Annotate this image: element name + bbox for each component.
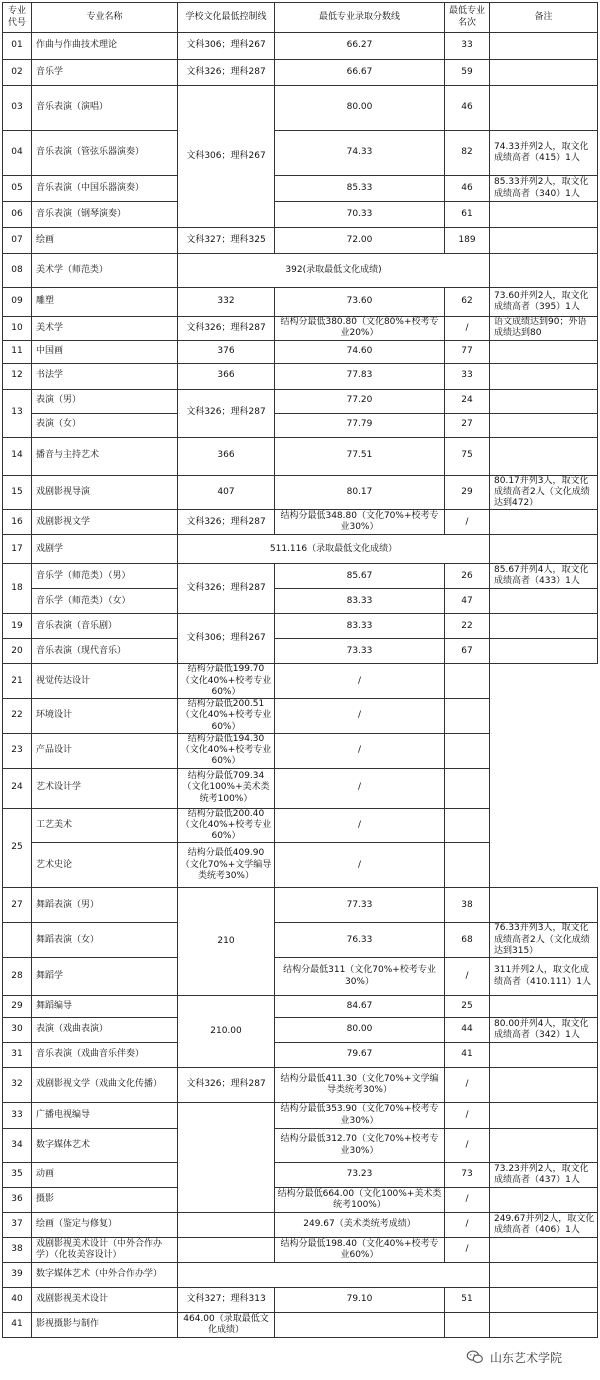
note-cell (490, 33, 598, 60)
major-code-cell: 38 (3, 1238, 32, 1263)
note-cell: 74.33并列2人，取文化成绩高者（415）1人 (490, 131, 598, 176)
major-name-cell: 雕塑 (32, 288, 178, 317)
major-name-cell: 音乐表演（管弦乐器演奏） (32, 131, 178, 176)
control-line-cell: 文科327；理科313 (178, 1288, 275, 1313)
major-name-cell: 戏剧影视导演 (32, 475, 178, 510)
major-code-cell: 32 (3, 1068, 32, 1103)
min-score-cell: 249.67（美术类统考成绩） (275, 1213, 445, 1238)
note-cell: 语文成绩达到90；外语成绩达到80 (490, 317, 598, 341)
min-score-cell: 85.33 (275, 176, 445, 202)
min-rank-cell: 46 (445, 176, 490, 202)
note-cell (445, 808, 490, 843)
min-rank-cell: / (275, 733, 445, 768)
min-score-cell: 79.67 (275, 1043, 445, 1068)
note-cell (490, 639, 598, 664)
table-row (3, 614, 598, 639)
major-code-cell: 29 (3, 996, 32, 1018)
min-rank-cell: / (275, 699, 445, 734)
major-code-cell: 06 (3, 202, 32, 228)
note-cell: 80.00并列4人，取文化成绩高者（342）1人 (490, 1018, 598, 1043)
major-code-cell: 31 (3, 1043, 32, 1068)
min-score-cell: 77.79 (275, 413, 445, 437)
min-score-cell: 74.60 (275, 340, 445, 363)
min-score-cell: 80.17 (275, 475, 445, 510)
major-name-cell: 动画 (32, 1163, 178, 1188)
admission-score-table (2, 2, 598, 1338)
major-name-cell: 美术学（师范类） (32, 254, 178, 288)
table-row (3, 202, 598, 228)
min-rank-cell: 62 (445, 288, 490, 317)
min-rank-cell: 82 (445, 131, 490, 176)
major-name-cell: 音乐学 (32, 60, 178, 86)
note-cell (490, 589, 598, 614)
control-line-cell: 文科306；理科267 (178, 614, 275, 664)
note-cell (490, 510, 598, 535)
note-cell (490, 60, 598, 86)
merged-cutoff-cell: 392(录取最低文化成绩) (178, 254, 490, 288)
major-name-cell: 表演（女） (32, 413, 178, 437)
note-cell (490, 1103, 598, 1129)
table-row (3, 131, 598, 176)
major-code-cell: 24 (3, 768, 32, 808)
table-row (3, 254, 598, 288)
control-line-cell: 464.00（录取最低文化成绩） (178, 1313, 275, 1338)
min-score-cell: 结构分最低200.51（文化40%+校考专业60%） (178, 699, 275, 734)
major-code-cell: 19 (3, 614, 32, 639)
table-row (3, 1313, 598, 1338)
table-row (3, 176, 598, 202)
table-row (3, 288, 598, 317)
major-code-cell: 18 (3, 564, 32, 614)
major-code-cell: 20 (3, 639, 32, 664)
table-row (3, 589, 598, 614)
control-line-cell: 210.00 (178, 996, 275, 1068)
table-row (3, 535, 598, 564)
note-cell (445, 768, 490, 808)
watermark (466, 1346, 596, 1368)
major-name-cell: 音乐表演（演唱） (32, 86, 178, 131)
major-name-cell: 音乐学（师范类）（男） (32, 564, 178, 589)
min-rank-cell: / (445, 1238, 490, 1263)
note-cell (490, 389, 598, 413)
min-score-cell: 83.33 (275, 614, 445, 639)
min-score-cell: 73.60 (275, 288, 445, 317)
min-score-cell: 80.00 (275, 1018, 445, 1043)
min-rank-cell: 189 (445, 228, 490, 254)
table-row (3, 996, 598, 1018)
merged-cutoff-cell (178, 1263, 490, 1288)
major-name-cell: 音乐表演（音乐剧） (32, 614, 178, 639)
table-row (3, 733, 598, 768)
note-cell (490, 1068, 598, 1103)
min-score-cell: 66.67 (275, 60, 445, 86)
note-cell (445, 664, 490, 699)
note-cell (490, 1129, 598, 1163)
min-score-cell: 结构分最低664.00（文化100%+美术类统考100%） (275, 1188, 445, 1213)
major-code-cell: 13 (3, 389, 32, 437)
control-line-cell: 文科306；理科267 (178, 33, 275, 60)
min-score-cell: 77.83 (275, 363, 445, 389)
note-cell (490, 1263, 598, 1288)
major-name-cell: 戏剧影视美术设计（中外合作办学）（化妆美容设计） (32, 1238, 178, 1263)
note-cell: 80.17并列3人，取文化成绩高者2人（文化成绩达到472） (490, 475, 598, 510)
min-rank-cell: 77 (445, 340, 490, 363)
note-cell (445, 699, 490, 734)
note-cell (490, 363, 598, 389)
table-row (3, 888, 598, 923)
control-line-cell: 文科326；理科287 (178, 317, 275, 341)
min-score-cell: 结构分最低348.80（文化70%+校考专业30%） (275, 510, 445, 535)
major-name-cell: 音乐表演（钢琴演奏） (32, 202, 178, 228)
major-name-cell: 工艺美术 (32, 808, 178, 843)
major-code-cell: 33 (3, 1103, 32, 1129)
min-rank-cell: 73 (445, 1163, 490, 1188)
table-row (3, 1103, 598, 1129)
major-code-cell: 22 (3, 699, 32, 734)
control-line-cell: 366 (178, 437, 275, 475)
table-row (3, 475, 598, 510)
major-code-cell: 21 (3, 664, 32, 699)
min-score-cell: 85.67 (275, 564, 445, 589)
note-cell: 85.33并列2人，取文化成绩高者（340）1人 (490, 176, 598, 202)
table-row (3, 1263, 598, 1288)
major-code-cell: 27 (3, 888, 32, 923)
major-code-cell: 28 (3, 958, 32, 996)
control-line-cell: 文科326；理科287 (178, 389, 275, 437)
major-name-cell: 音乐表演（戏曲音乐伴奏） (32, 1043, 178, 1068)
table-row (3, 1018, 598, 1043)
major-name-cell: 摄影 (32, 1188, 178, 1213)
min-score-cell: 66.27 (275, 33, 445, 60)
major-name-cell: 绘画 (32, 228, 178, 254)
min-rank-cell: 29 (445, 475, 490, 510)
min-score-cell: 73.23 (275, 1163, 445, 1188)
major-code-cell: 02 (3, 60, 32, 86)
min-score-cell: 77.51 (275, 437, 445, 475)
min-rank-cell: 41 (445, 1043, 490, 1068)
major-code-cell: 03 (3, 86, 32, 131)
table-row (3, 1288, 598, 1313)
min-rank-cell: / (275, 808, 445, 843)
min-score-cell: 72.00 (275, 228, 445, 254)
min-rank-cell: 59 (445, 60, 490, 86)
header-row (3, 3, 598, 33)
major-name-cell: 音乐学（师范类）（女） (32, 589, 178, 614)
min-rank-cell: / (445, 958, 490, 996)
major-name-cell: 表演（戏曲表演） (32, 1018, 178, 1043)
min-score-cell: 76.33 (275, 923, 445, 958)
note-cell (445, 733, 490, 768)
min-rank-cell: 33 (445, 33, 490, 60)
min-rank-cell: 51 (445, 1288, 490, 1313)
control-line-cell: 文科306；理科267 (178, 86, 275, 228)
min-score-cell: 结构分最低198.40（文化40%+校考专业60%） (275, 1238, 445, 1263)
note-cell (490, 228, 598, 254)
min-score-cell: 结构分最低199.70（文化40%+校考专业60%） (178, 664, 275, 699)
min-score-cell: 84.67 (275, 996, 445, 1018)
control-line-cell: 文科326；理科287 (178, 60, 275, 86)
major-name-cell: 环境设计 (32, 699, 178, 734)
min-rank-cell: / (445, 1068, 490, 1103)
min-rank-cell: 68 (445, 923, 490, 958)
min-rank-cell: / (275, 768, 445, 808)
table-row (3, 437, 598, 475)
min-rank-cell: 27 (445, 413, 490, 437)
major-code-cell: 25 (3, 808, 32, 888)
note-cell: 73.23并列2人，取文化成绩高者（437）1人 (490, 1163, 598, 1188)
note-cell: 311并列2人，取文化成绩高者（410.111）1人 (490, 958, 598, 996)
min-rank-cell: 75 (445, 437, 490, 475)
note-cell: 85.67并列4人，取文化成绩高者（433）1人 (490, 564, 598, 589)
major-code-cell: 16 (3, 510, 32, 535)
major-name-cell: 书法学 (32, 363, 178, 389)
major-name-cell: 音乐表演（中国乐器演奏） (32, 176, 178, 202)
table-row (3, 564, 598, 589)
table-row (3, 33, 598, 60)
note-cell (490, 1238, 598, 1263)
min-score-cell: 83.33 (275, 589, 445, 614)
min-score-cell: 结构分最低312.70（文化70%+校考专业30%） (275, 1129, 445, 1163)
major-code-cell: 40 (3, 1288, 32, 1313)
header-control-line: 学校文化最低控制线 (178, 3, 275, 33)
major-code-cell: 23 (3, 733, 32, 768)
major-code-cell: 37 (3, 1213, 32, 1238)
table-row (3, 664, 598, 699)
note-cell (490, 86, 598, 131)
table-row (3, 958, 598, 996)
min-score-cell: 77.20 (275, 389, 445, 413)
major-name-cell: 舞蹈学 (32, 958, 178, 996)
header-name: 专业名称 (32, 3, 178, 33)
min-rank-cell: / (445, 1188, 490, 1213)
major-name-cell: 音乐表演（现代音乐） (32, 639, 178, 664)
min-score-cell: 结构分最低709.34（文化100%+美术类统考100%） (178, 768, 275, 808)
note-cell (490, 1188, 598, 1213)
major-name-cell: 表演（男） (32, 389, 178, 413)
min-score-cell: 结构分最低353.90（文化70%+校考专业30%） (275, 1103, 445, 1129)
table-row (3, 1213, 598, 1238)
header-note: 备注 (490, 3, 598, 33)
major-code-cell: 30 (3, 1018, 32, 1043)
min-score-cell: 结构分最低409.90（文化70%+文学编导类统考30%） (178, 843, 275, 888)
major-code-cell: 39 (3, 1263, 32, 1288)
min-rank-cell: 67 (445, 639, 490, 664)
table-row (3, 363, 598, 389)
note-cell (490, 340, 598, 363)
major-name-cell: 播音与主持艺术 (32, 437, 178, 475)
control-line-cell (178, 1103, 275, 1213)
major-name-cell: 中国画 (32, 340, 178, 363)
wechat-icon (466, 1350, 484, 1364)
major-code-cell: 11 (3, 340, 32, 363)
major-code-cell: 17 (3, 535, 32, 564)
control-line-cell (178, 1238, 275, 1263)
control-line-cell: 文科326；理科287 (178, 1068, 275, 1103)
table-row (3, 317, 598, 341)
header-code: 专业代号 (3, 3, 32, 33)
table-row (3, 413, 598, 437)
min-rank-cell (445, 1313, 490, 1338)
min-rank-cell: / (445, 1103, 490, 1129)
major-name-cell: 产品设计 (32, 733, 178, 768)
min-score-cell: 73.33 (275, 639, 445, 664)
table-row (3, 1129, 598, 1163)
note-cell (490, 614, 598, 639)
major-name-cell: 戏剧影视文学 (32, 510, 178, 535)
table-row (3, 1163, 598, 1188)
min-rank-cell: / (445, 1129, 490, 1163)
major-code-cell: 36 (3, 1188, 32, 1213)
min-rank-cell: 24 (445, 389, 490, 413)
table-row (3, 1043, 598, 1068)
min-rank-cell: 26 (445, 564, 490, 589)
control-line-cell: 366 (178, 363, 275, 389)
note-cell: 249.67并列2人，取文化成绩高者（406）1人 (490, 1213, 598, 1238)
note-cell (490, 413, 598, 437)
table-row (3, 639, 598, 664)
major-code-cell: 35 (3, 1163, 32, 1188)
control-line-cell: 文科326；理科287 (178, 510, 275, 535)
control-line-cell: 407 (178, 475, 275, 510)
table-row (3, 510, 598, 535)
major-name-cell: 艺术史论 (32, 843, 178, 888)
table-row (3, 699, 598, 734)
min-score-cell (275, 1313, 445, 1338)
min-score-cell: 结构分最低380.80（文化80%+校考专业20%） (275, 317, 445, 341)
note-cell (490, 437, 598, 475)
major-name-cell: 艺术设计学 (32, 768, 178, 808)
control-line-cell: 332 (178, 288, 275, 317)
table-row (3, 768, 598, 808)
major-name-cell: 舞蹈表演（男） (32, 888, 178, 923)
note-cell (490, 1313, 598, 1338)
note-cell (490, 254, 598, 288)
major-name-cell: 绘画（鉴定与修复） (32, 1213, 178, 1238)
major-name-cell: 广播电视编导 (32, 1103, 178, 1129)
major-code-cell: 08 (3, 254, 32, 288)
major-code-cell: 04 (3, 131, 32, 176)
major-name-cell: 舞蹈表演（女） (32, 923, 178, 958)
table-row (3, 1238, 598, 1263)
major-name-cell: 数字媒体艺术（中外合作办学） (32, 1263, 178, 1288)
header-rank: 最低专业名次 (445, 3, 490, 33)
major-code-cell: 01 (3, 33, 32, 60)
merged-cutoff-cell: 511.116（录取最低文化成绩） (178, 535, 490, 564)
table-row (3, 808, 598, 843)
table-row (3, 389, 598, 413)
min-score-cell: 结构分最低194.30（文化40%+校考专业60%） (178, 733, 275, 768)
control-line-cell: 210 (178, 888, 275, 996)
min-rank-cell: 33 (445, 363, 490, 389)
major-name-cell: 舞蹈编导 (32, 996, 178, 1018)
major-name-cell: 作曲与作曲技术理论 (32, 33, 178, 60)
major-code-cell: 15 (3, 475, 32, 510)
table-row (3, 843, 598, 888)
major-name-cell: 戏剧影视美术设计 (32, 1288, 178, 1313)
note-cell (490, 996, 598, 1018)
min-score-cell: 70.33 (275, 202, 445, 228)
min-score-cell: 结构分最低411.30（文化70%+文学编导类统考30%） (275, 1068, 445, 1103)
major-name-cell: 视觉传达设计 (32, 664, 178, 699)
table-row (3, 923, 598, 958)
table-row (3, 60, 598, 86)
min-rank-cell: / (275, 843, 445, 888)
min-score-cell: 80.00 (275, 86, 445, 131)
major-name-cell: 影视摄影与制作 (32, 1313, 178, 1338)
note-cell (490, 1043, 598, 1068)
watermark-text: 山东艺术学院 (490, 1350, 563, 1365)
min-rank-cell: / (445, 317, 490, 341)
major-code-cell: 41 (3, 1313, 32, 1338)
note-cell (490, 535, 598, 564)
major-code-cell (3, 923, 32, 958)
note-cell: 76.33并列3人，取文化成绩高者2人（文化成绩达到315） (490, 923, 598, 958)
min-rank-cell: 47 (445, 589, 490, 614)
min-rank-cell: 61 (445, 202, 490, 228)
table-row (3, 86, 598, 131)
control-line-cell: 文科327；理科325 (178, 228, 275, 254)
major-code-cell: 07 (3, 228, 32, 254)
min-score-cell: 结构分最低200.40（文化40%+校考专业60%） (178, 808, 275, 843)
header-score: 最低专业录取分数线 (275, 3, 445, 33)
note-cell (490, 202, 598, 228)
min-rank-cell: 25 (445, 996, 490, 1018)
min-rank-cell: / (275, 664, 445, 699)
note-cell: 73.60并列2人，取文化成绩高者（395）1人 (490, 288, 598, 317)
control-line-cell: 文科326；理科287 (178, 564, 275, 614)
note-cell (490, 888, 598, 923)
control-line-cell: 376 (178, 340, 275, 363)
note-cell (445, 843, 490, 888)
table-row (3, 228, 598, 254)
min-score-cell: 77.33 (275, 888, 445, 923)
min-rank-cell: 38 (445, 888, 490, 923)
major-name-cell: 美术学 (32, 317, 178, 341)
note-cell (490, 1288, 598, 1313)
min-rank-cell: 44 (445, 1018, 490, 1043)
min-rank-cell: / (445, 510, 490, 535)
major-name-cell: 戏剧影视文学（戏曲文化传播） (32, 1068, 178, 1103)
table-row (3, 1188, 598, 1213)
major-name-cell: 数字媒体艺术 (32, 1129, 178, 1163)
table-row (3, 1068, 598, 1103)
min-rank-cell: 46 (445, 86, 490, 131)
major-code-cell: 05 (3, 176, 32, 202)
major-code-cell: 12 (3, 363, 32, 389)
major-code-cell: 09 (3, 288, 32, 317)
min-score-cell: 结构分最低311（文化70%+校考专业30%） (275, 958, 445, 996)
min-rank-cell: 22 (445, 614, 490, 639)
major-code-cell: 34 (3, 1129, 32, 1163)
major-code-cell: 10 (3, 317, 32, 341)
min-rank-cell: / (445, 1213, 490, 1238)
major-code-cell: 14 (3, 437, 32, 475)
table-row (3, 340, 598, 363)
min-score-cell: 74.33 (275, 131, 445, 176)
control-line-cell (178, 1213, 275, 1238)
min-score-cell: 79.10 (275, 1288, 445, 1313)
major-name-cell: 戏剧学 (32, 535, 178, 564)
